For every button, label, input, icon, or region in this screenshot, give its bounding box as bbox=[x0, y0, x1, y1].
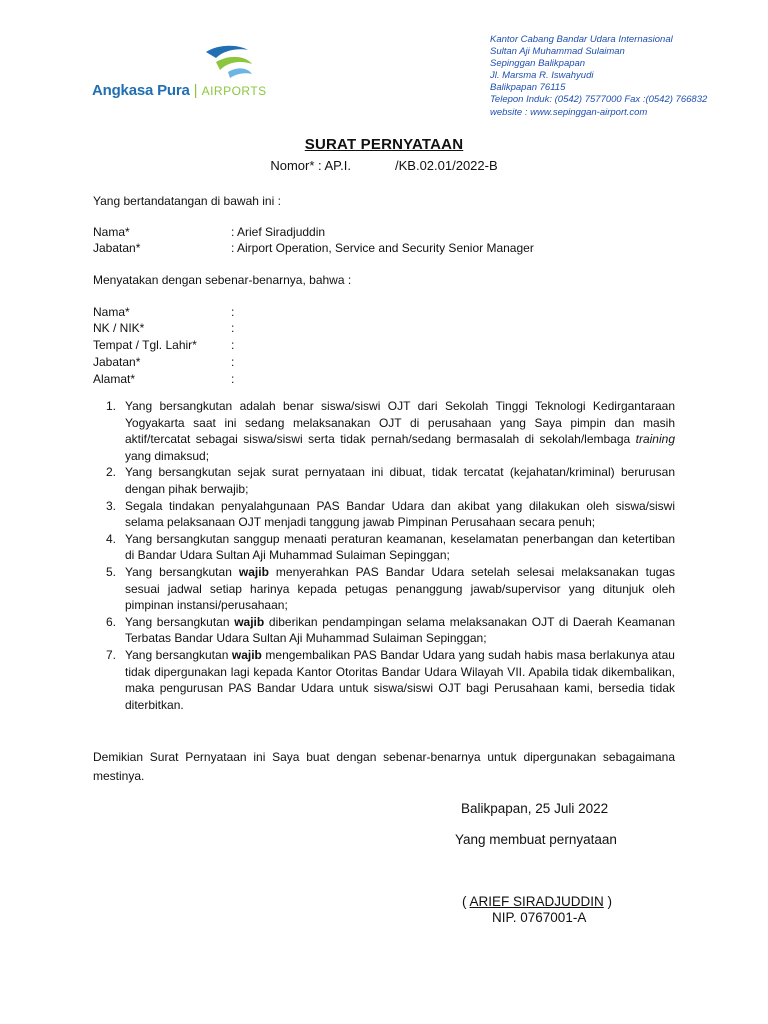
office-line: Kantor Cabang Bandar Udara Internasional bbox=[490, 34, 673, 45]
field-label: NK / NIK* bbox=[93, 321, 145, 335]
signer-nip: NIP. 0767001-A bbox=[492, 910, 587, 925]
field-value: : bbox=[231, 372, 235, 386]
signer-open: ( bbox=[462, 894, 470, 909]
list-item-number: 7. bbox=[105, 647, 116, 662]
list-item bbox=[93, 398, 675, 464]
logo-swoosh-light bbox=[228, 68, 252, 78]
list-item-text bbox=[125, 614, 675, 647]
subject-field-row bbox=[93, 371, 234, 387]
field-value: : bbox=[231, 355, 235, 369]
closing-paragraph: Demikian Surat Pernyataan ini Saya buat dengan sebenar-benarnya untuk dipergunakan sebagaimana mestinya. bbox=[93, 750, 675, 783]
office-line: website : www.sepinggan-airport.com bbox=[490, 106, 648, 118]
logo-swoosh-blue bbox=[206, 46, 248, 58]
list-item-number: 5. bbox=[105, 564, 116, 579]
text-segment: menyerahkan PAS Bandar Udara setelah selesai melaksanakan tugas sesuai jadwal setiap harinya kepada petugas penanggung jawab/supervisor yang ditunjuk oleh pimpinan instansi/perusahaan; bbox=[125, 564, 675, 613]
emphasis-italic: training bbox=[635, 432, 675, 447]
statement-intro: Menyatakan dengan sebenar-benarnya, bahwa : bbox=[93, 273, 352, 287]
text-segment: Yang bersangkutan sanggup menaati peraturan keamanan, keselamatan penerbangan dan ketertiban di Bandar Udara Sultan Aji Muhammad Sulaiman Sepinggan; bbox=[125, 531, 675, 563]
signatory-position-row bbox=[93, 240, 534, 256]
text-segment: Yang bersangkutan bbox=[125, 614, 235, 629]
emphasis-bold: wajib bbox=[238, 564, 269, 579]
subject-field-row bbox=[93, 320, 234, 336]
office-line: Sultan Aji Muhammad Sulaiman bbox=[490, 46, 625, 58]
office-line: Jl. Marsma R. Iswahyudi bbox=[490, 70, 594, 82]
subject-field-row bbox=[93, 354, 234, 370]
signer-close: ) bbox=[603, 894, 613, 909]
logo-division: AIRPORTS bbox=[201, 84, 267, 98]
nomor-prefix: Nomor* : AP.I. bbox=[270, 158, 352, 173]
field-label: Alamat* bbox=[93, 372, 136, 386]
list-item-number: 2. bbox=[105, 465, 116, 480]
list-item bbox=[93, 647, 675, 713]
office-line: Balikpapan 76115 bbox=[490, 82, 566, 94]
text-segment: Yang bersangkutan adalah benar siswa/siswi OJT dari Sekolah Tinggi Teknologi Kedirgantaraan Yogyakarta saat ini sedang melaksanakan OJT di perusahaan yang Saya pimpin dan masih aktif/tercatat sebagai siswa/siswi serta tidak pernah/sedang bermasalah di sekolah/lembaga bbox=[125, 399, 675, 447]
list-item-number: 6. bbox=[105, 614, 116, 629]
document-number bbox=[0, 158, 768, 173]
list-item bbox=[93, 498, 675, 531]
list-item-number: 3. bbox=[105, 498, 116, 513]
field-label: Nama* bbox=[93, 305, 130, 319]
text-segment: Yang bersangkutan bbox=[125, 647, 232, 662]
text-segment: Yang bersangkutan sejak surat pernyataan ini dibuat, tidak tercatat (kejahatan/kriminal) berurusan dengan pihak berwajib; bbox=[125, 465, 675, 496]
field-value: : Airport Operation, Service and Security Senior Manager bbox=[231, 241, 534, 255]
text-segment: diberikan pendampingan selama melaksanakan OJT di Daerah Keamanan Terbatas Bandar Udara Sultan Aji Muhammad Sulaiman Sepinggan; bbox=[125, 614, 675, 646]
signer-name bbox=[462, 894, 612, 909]
list-item-text bbox=[125, 647, 675, 713]
field-value: : bbox=[231, 305, 235, 319]
list-item bbox=[93, 614, 675, 647]
intro-text: Yang bertandatangan di bawah ini : bbox=[93, 194, 281, 208]
list-item-number: 4. bbox=[105, 531, 116, 546]
list-item bbox=[93, 564, 675, 614]
place-date: Balikpapan, 25 Juli 2022 bbox=[461, 801, 609, 816]
field-label: Jabatan* bbox=[93, 241, 141, 255]
subject-field-row bbox=[93, 337, 234, 353]
list-item-text bbox=[125, 464, 675, 497]
maker-label: Yang membuat pernyataan bbox=[455, 832, 617, 847]
document-title: SURAT PERNYATAAN bbox=[304, 136, 464, 153]
text-segment: yang dimaksud; bbox=[125, 448, 210, 463]
field-label: Nama* bbox=[93, 225, 130, 239]
field-label: Tempat / Tgl. Lahir* bbox=[93, 338, 197, 352]
office-line: Telepon Induk: (0542) 7577000 Fax :(0542) 766832 bbox=[490, 94, 708, 106]
office-address bbox=[490, 34, 707, 119]
list-item-text bbox=[125, 398, 675, 464]
field-value: : Arief Siradjuddin bbox=[231, 225, 326, 239]
field-value: : bbox=[231, 338, 235, 352]
logo-swoosh-green bbox=[216, 57, 252, 70]
signer-name-text: ARIEF SIRADJUDDIN bbox=[469, 894, 604, 909]
list-item bbox=[93, 531, 675, 564]
list-item-text bbox=[125, 531, 675, 564]
emphasis-bold: wajib bbox=[234, 614, 265, 629]
text-segment: Yang bersangkutan bbox=[125, 564, 239, 579]
logo-separator: | bbox=[193, 82, 198, 99]
nomor-suffix: /KB.02.01/2022-B bbox=[395, 158, 498, 173]
text-segment: mengembalikan PAS Bandar Udara yang sudah habis masa berlakunya atau tidak dipergunakan lagi kepada Kantor Otoritas Bandar Udara Wilayah VII. Apabila tidak dikembalikan, maka pengurusan PAS Bandar Udara untuk siswa/siswi OJT bagi Perusahaan kami, bersedia tidak diterbitkan. bbox=[125, 647, 675, 712]
logo-brand: Angkasa Pura bbox=[92, 82, 190, 99]
list-item-text bbox=[125, 498, 675, 531]
office-line: Sepinggan Balikpapan bbox=[490, 58, 586, 70]
statement-list bbox=[93, 398, 675, 713]
signatory-name-row bbox=[93, 224, 325, 240]
list-item-number: 1. bbox=[105, 399, 116, 413]
subject-field-row bbox=[93, 304, 234, 320]
text-segment: Segala tindakan penyalahgunaan PAS Bandar Udara dan akibat yang dilakukan oleh siswa/siswi selama pelaksanaan OJT menjadi tanggung jawab Pimpinan Perusahaan secara penuh; bbox=[125, 498, 675, 530]
field-label: Jabatan* bbox=[93, 355, 141, 369]
list-item-text bbox=[125, 564, 675, 614]
field-value: : bbox=[231, 321, 235, 335]
emphasis-bold: wajib bbox=[231, 647, 262, 662]
list-item bbox=[93, 464, 675, 497]
logo-wordmark bbox=[92, 82, 267, 99]
